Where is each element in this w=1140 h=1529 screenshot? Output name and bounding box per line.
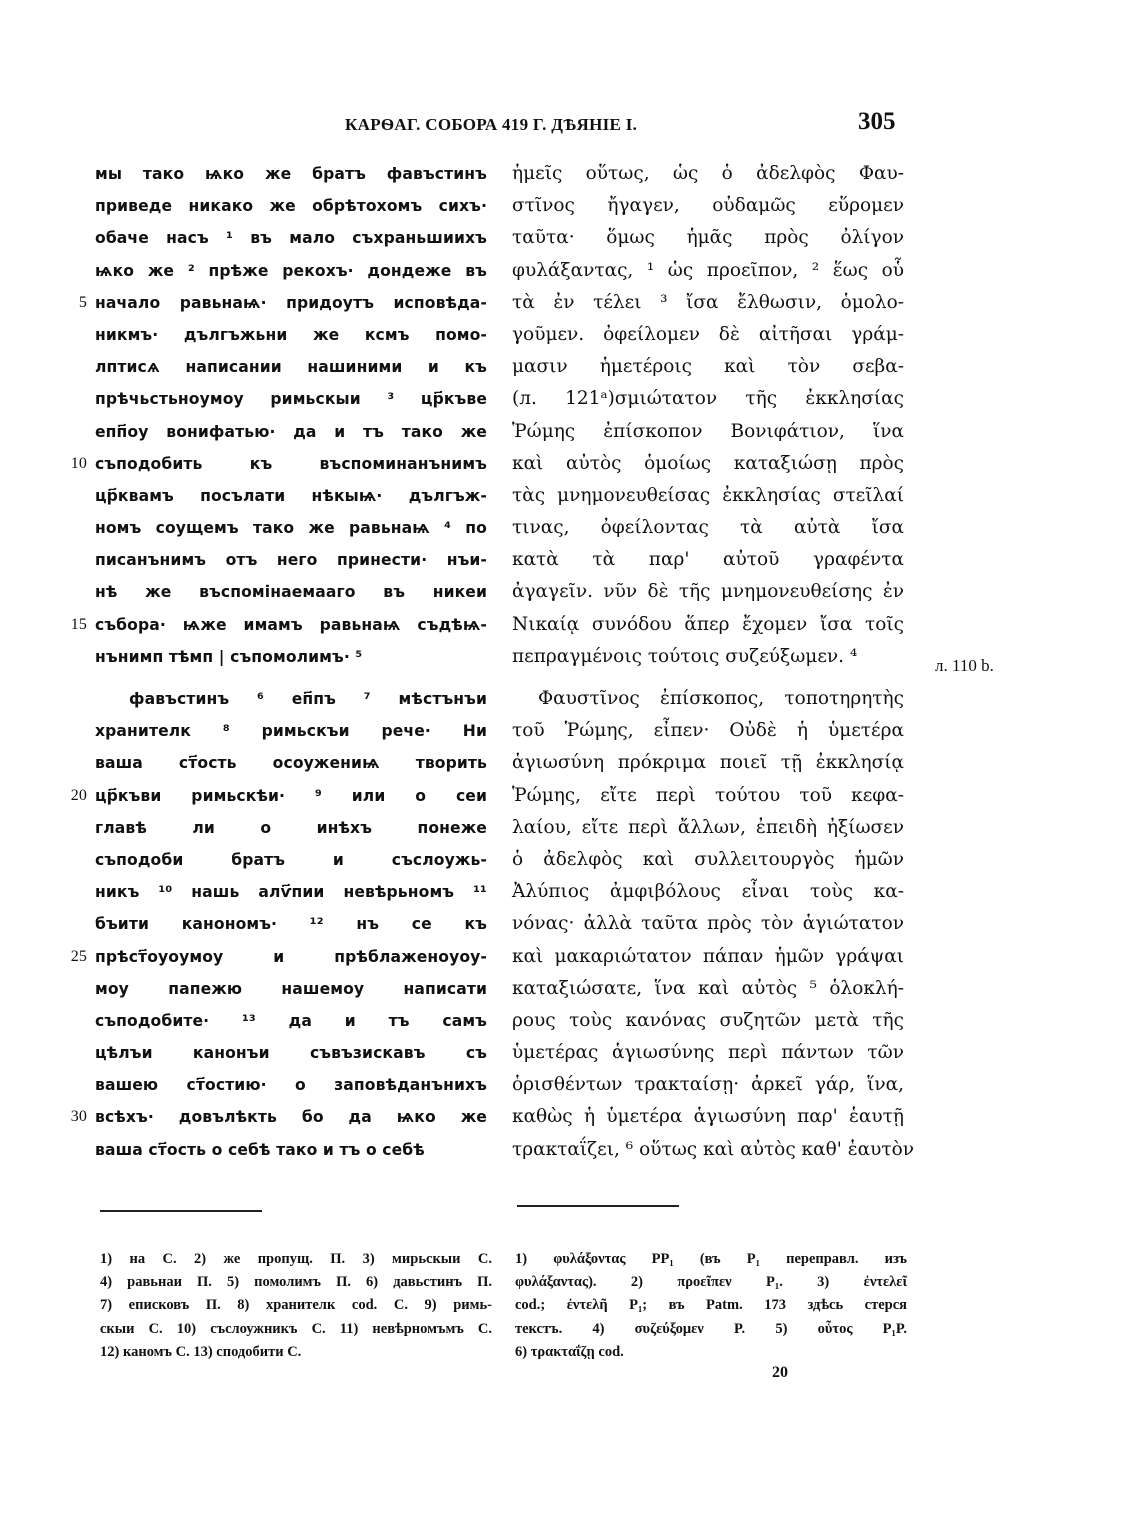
text-line: καταξιώσατε, ἵνα καὶ αὐτὸς ⁵ ὁλοκλή-: [512, 977, 904, 999]
paragraph-spacer: [95, 673, 487, 683]
text-line: λαίου, εἴτε περὶ ἄλλων, ἐπειδὴ ἠξίωσεν: [512, 816, 904, 838]
text-line: [70, 448, 487, 480]
text-line: τὰς μνημονευθείσας ἐκκλησίας στεῖλαί: [512, 484, 904, 506]
text-line: [95, 319, 487, 351]
page-number: 305: [858, 108, 896, 135]
line-text: мы тако ѩко же братъ фавъстинъ: [95, 165, 487, 183]
text-line: [95, 812, 487, 844]
text-line: Ῥώμης, εἴτε περὶ τούτου τοῦ κεφα-: [512, 784, 904, 806]
text-line: τοῦ Ῥώμης, εἶπεν· Οὐδὲ ἡ ὑμετέρα: [512, 720, 904, 742]
paragraph-spacer: [512, 673, 904, 683]
text-line: νόνας· ἀλλὰ ταῦτα πρὸς τὸν ἁγιώτατον: [512, 913, 904, 935]
line-text: цр҃къви римьскѣи· ⁹ или о сеи: [95, 786, 487, 805]
line-text: номъ соущемъ тако же равьнаѩ ⁴ по: [95, 519, 487, 538]
line-text: ѩко же ² прѣже рекохъ· дондеже въ: [95, 261, 487, 280]
text-line: Φαυστῖνος ἐπίσκοπος, τοποτηρητὴς: [538, 688, 904, 709]
line-text: приведе никако же обрѣтохомъ сихъ·: [95, 197, 487, 216]
text-line: [95, 908, 487, 940]
line-number: 20: [70, 786, 87, 804]
left-column-slavonic: [70, 158, 487, 1166]
text-line: [95, 747, 487, 779]
text-line: [95, 1134, 487, 1166]
text-line: φυλάξαντας, ¹ ὡς προεῖπον, ² ἕως οὗ: [512, 259, 904, 281]
text-line: [95, 715, 487, 747]
text-line: [95, 383, 487, 415]
line-text: съподобите· ¹³ да и тъ самъ: [95, 1011, 487, 1030]
text-line: [78, 287, 487, 319]
text-line: μασιν ἡμετέροις καὶ τὸν σεβα-: [512, 356, 904, 378]
text-line: [95, 1069, 487, 1101]
signature-mark: 20: [772, 1364, 788, 1381]
text-line: [95, 1037, 487, 1069]
line-text: цѣлъи канонъи съвъзискавъ съ: [95, 1044, 487, 1063]
text-line: καὶ αὐτὸς ὁμοίως καταξιώσῃ πρὸς: [512, 452, 904, 474]
footnote-line: 1) на С. 2) же пропущ. П. 3) мирьскыи С.: [100, 1251, 492, 1267]
line-text: лптисѧ написании нашиними и къ: [95, 358, 487, 377]
line-text: цр҃квамъ посълати нѣкыѩ· дългъж-: [95, 486, 487, 505]
text-line: [95, 416, 487, 448]
line-text: хранителк ⁸ римьскъи рече· Ни: [95, 722, 487, 741]
line-number: 15: [70, 615, 87, 633]
line-text: съподоби братъ и съслоужь-: [95, 850, 487, 869]
line-text: нънимп тѣмп | съпомолимъ· ⁵: [95, 647, 363, 666]
text-line: [70, 780, 487, 812]
text-line: [95, 876, 487, 908]
line-text: вашею ст҃остию· о заповѣданънихъ: [95, 1076, 487, 1095]
text-line: ἡμεῖς οὕτως, ὡς ὁ ἀδελφὸς Φαυ-: [512, 163, 904, 184]
line-text: обаче насъ ¹ въ мало съхраньшиихъ: [95, 229, 487, 248]
line-number: 10: [70, 454, 87, 472]
text-line: κατὰ τὰ παρ' αὐτοῦ γραφέντα: [512, 549, 904, 571]
line-text: никъ ¹⁰ нашь алѵ҃пии невѣрьномъ ¹¹: [95, 883, 487, 902]
footnote-line: φυλάξαντας). 2) προεῖπεν P₁. 3) ἐντελεῖ: [515, 1274, 907, 1291]
text-line: [95, 222, 487, 254]
text-line: ὑμετέρας ἁγιωσύνης περὶ πάντων τῶν: [512, 1042, 904, 1064]
line-text: събора· ѩже имамъ равьнаѩ съдѣѩ-: [95, 615, 487, 634]
text-line: καὶ μακαριώτατον πάπαν ἡμῶν γράψαι: [512, 945, 904, 967]
text-line: Νικαίᾳ συνόδου ἅπερ ἔχομεν ἴσα τοῖς: [512, 613, 904, 635]
line-text: нѣ же въспомінаемааго въ никеи: [95, 583, 487, 602]
line-text: прѣчьстьноумоу римьскыи ³ цр҃къве: [95, 390, 487, 409]
line-text: ваша ст҃ость осоужениѩ творить: [95, 754, 487, 773]
text-line: [95, 512, 487, 544]
line-text: начало равьнаѩ· придоутъ исповѣда-: [95, 293, 487, 312]
text-line: [95, 158, 487, 190]
line-text: фавъстинъ ⁶ еп҃пъ ⁷ мѣстънъи: [129, 690, 487, 708]
text-line: Ἀλύπιος ἀμφιβόλους εἶναι τοὺς κα-: [512, 881, 904, 903]
footnote-line: 4) равьнаи П. 5) помолимъ П. 6) давьстинъ П.: [100, 1274, 492, 1291]
page-header-title: КАРѲАГ. СОБОРА 419 Г. ДѢЯНІЕ I.: [345, 115, 638, 134]
line-number: 30: [70, 1108, 87, 1126]
text-line: τὰ ἐν τέλει ³ ἴσα ἔλθωσιν, ὁμολο-: [512, 291, 904, 313]
text-line: [95, 480, 487, 512]
text-line: πεπραγμένοις τούτοις συζεύξωμεν. ⁴: [512, 645, 858, 667]
margin-reference: л. 110 b.: [935, 656, 994, 675]
text-line: γοῦμεν. ὀφείλομεν δὲ αἰτῆσαι γράμ-: [512, 323, 904, 345]
footnote-line: 7) еписковъ П. 8) хранителк cod. С. 9) римь-: [100, 1297, 492, 1314]
right-column-greek: [512, 158, 915, 1166]
footnote-line: 12) каномъ С. 13) сподобити С.: [100, 1343, 302, 1360]
text-line: στῖνος ἤγαγεν, οὐδαμῶς εὕρομεν: [512, 195, 904, 217]
text-line: [95, 683, 487, 715]
text-line: ὁ ἀδελφὸς καὶ συλλειτουργὸς ἡμῶν: [512, 848, 904, 870]
line-text: прѣст҃оуоумоу и прѣблаженоуоу-: [95, 947, 487, 966]
line-text: бъити канономъ· ¹² нъ се къ: [95, 915, 487, 934]
text-line: [95, 190, 487, 222]
footnote-line: скыи С. 10) съслоужникъ С. 11) невѣрномъмъ С.: [100, 1320, 492, 1337]
text-line: [95, 973, 487, 1005]
text-line: [95, 641, 487, 673]
line-number: 5: [78, 293, 87, 311]
text-line: [95, 1005, 487, 1037]
footnotes-right: [515, 1248, 907, 1364]
text-line: [70, 1101, 487, 1133]
text-line: ρους τοὺς κανόνας συζητῶν μετὰ τῆς: [512, 1009, 904, 1031]
footnote-line: текстъ. 4) συζεύξομεν P. 5) οὗτος P₁P.: [515, 1320, 907, 1337]
line-text: моу папежю нашемоу написати: [95, 979, 487, 998]
text-line: [95, 351, 487, 383]
text-line: [95, 576, 487, 608]
line-text: съподобить къ въспоминанънимъ: [95, 454, 487, 473]
text-line: καθὼς ἡ ὑμετέρα ἁγιωσύνη παρ' ἑαυτῇ: [512, 1106, 904, 1128]
text-line: [70, 941, 487, 973]
footnote-line: 1) φυλάξοντας PP₁ (въ P₁ переправл. изъ: [515, 1251, 907, 1267]
footnote-line: cod.; ἐντελῆ P₁; въ Patm. 173 здѣсь стерся: [515, 1297, 907, 1314]
text-line: τινας, ὀφείλοντας τὰ αὐτὰ ἴσα: [512, 517, 904, 539]
line-text: писанънимъ отъ него принести· нъи-: [95, 551, 487, 570]
text-line: Ῥώμης ἐπίσκοπον Βονιφάτιον, ἵνα: [512, 420, 904, 442]
line-text: всѣхъ· довълѣкть бо да ѩко же: [95, 1108, 487, 1127]
text-line: [70, 609, 487, 641]
line-text: главѣ ли о инѣхъ понеже: [95, 818, 487, 837]
footnotes-left: [100, 1248, 492, 1364]
text-line: ταῦτα· ὅμως ἡμᾶς πρὸς ὀλίγον: [512, 227, 904, 249]
footnote-rule-left: [100, 1210, 262, 1212]
text-line: ὁρισθέντων τρακταίσῃ· ἀρκεῖ γάρ, ἵνα,: [512, 1074, 904, 1096]
footnote-rule-right: [517, 1205, 679, 1207]
text-line: ἁγιωσύνη πρόκριμα ποιεῖ τῇ ἐκκλησίᾳ: [512, 752, 904, 774]
line-number: 25: [70, 947, 87, 965]
line-text: ваша ст҃ость о себѣ тако и тъ о себѣ: [95, 1140, 425, 1159]
line-text: епп҃оу вонифатью· да и тъ тако же: [95, 422, 487, 441]
text-line: τρακταΐζει, ⁶ οὕτως καὶ αὐτὸς καθ' ἑαυτὸν: [512, 1138, 915, 1160]
line-text: никмъ· дългъжьни же ксмъ помо-: [95, 325, 487, 344]
text-line: ἀγαγεῖν. νῦν δὲ τῆς μνημονευθείσης ἐν: [512, 581, 904, 603]
text-line: [95, 844, 487, 876]
text-line: (л. 121ᵃ)σμιώτατον τῆς ἐκκλησίας: [512, 388, 904, 410]
text-line: [95, 255, 487, 287]
footnote-line: 6) τρακταΐζῃ cod.: [515, 1343, 624, 1360]
text-line: [95, 544, 487, 576]
